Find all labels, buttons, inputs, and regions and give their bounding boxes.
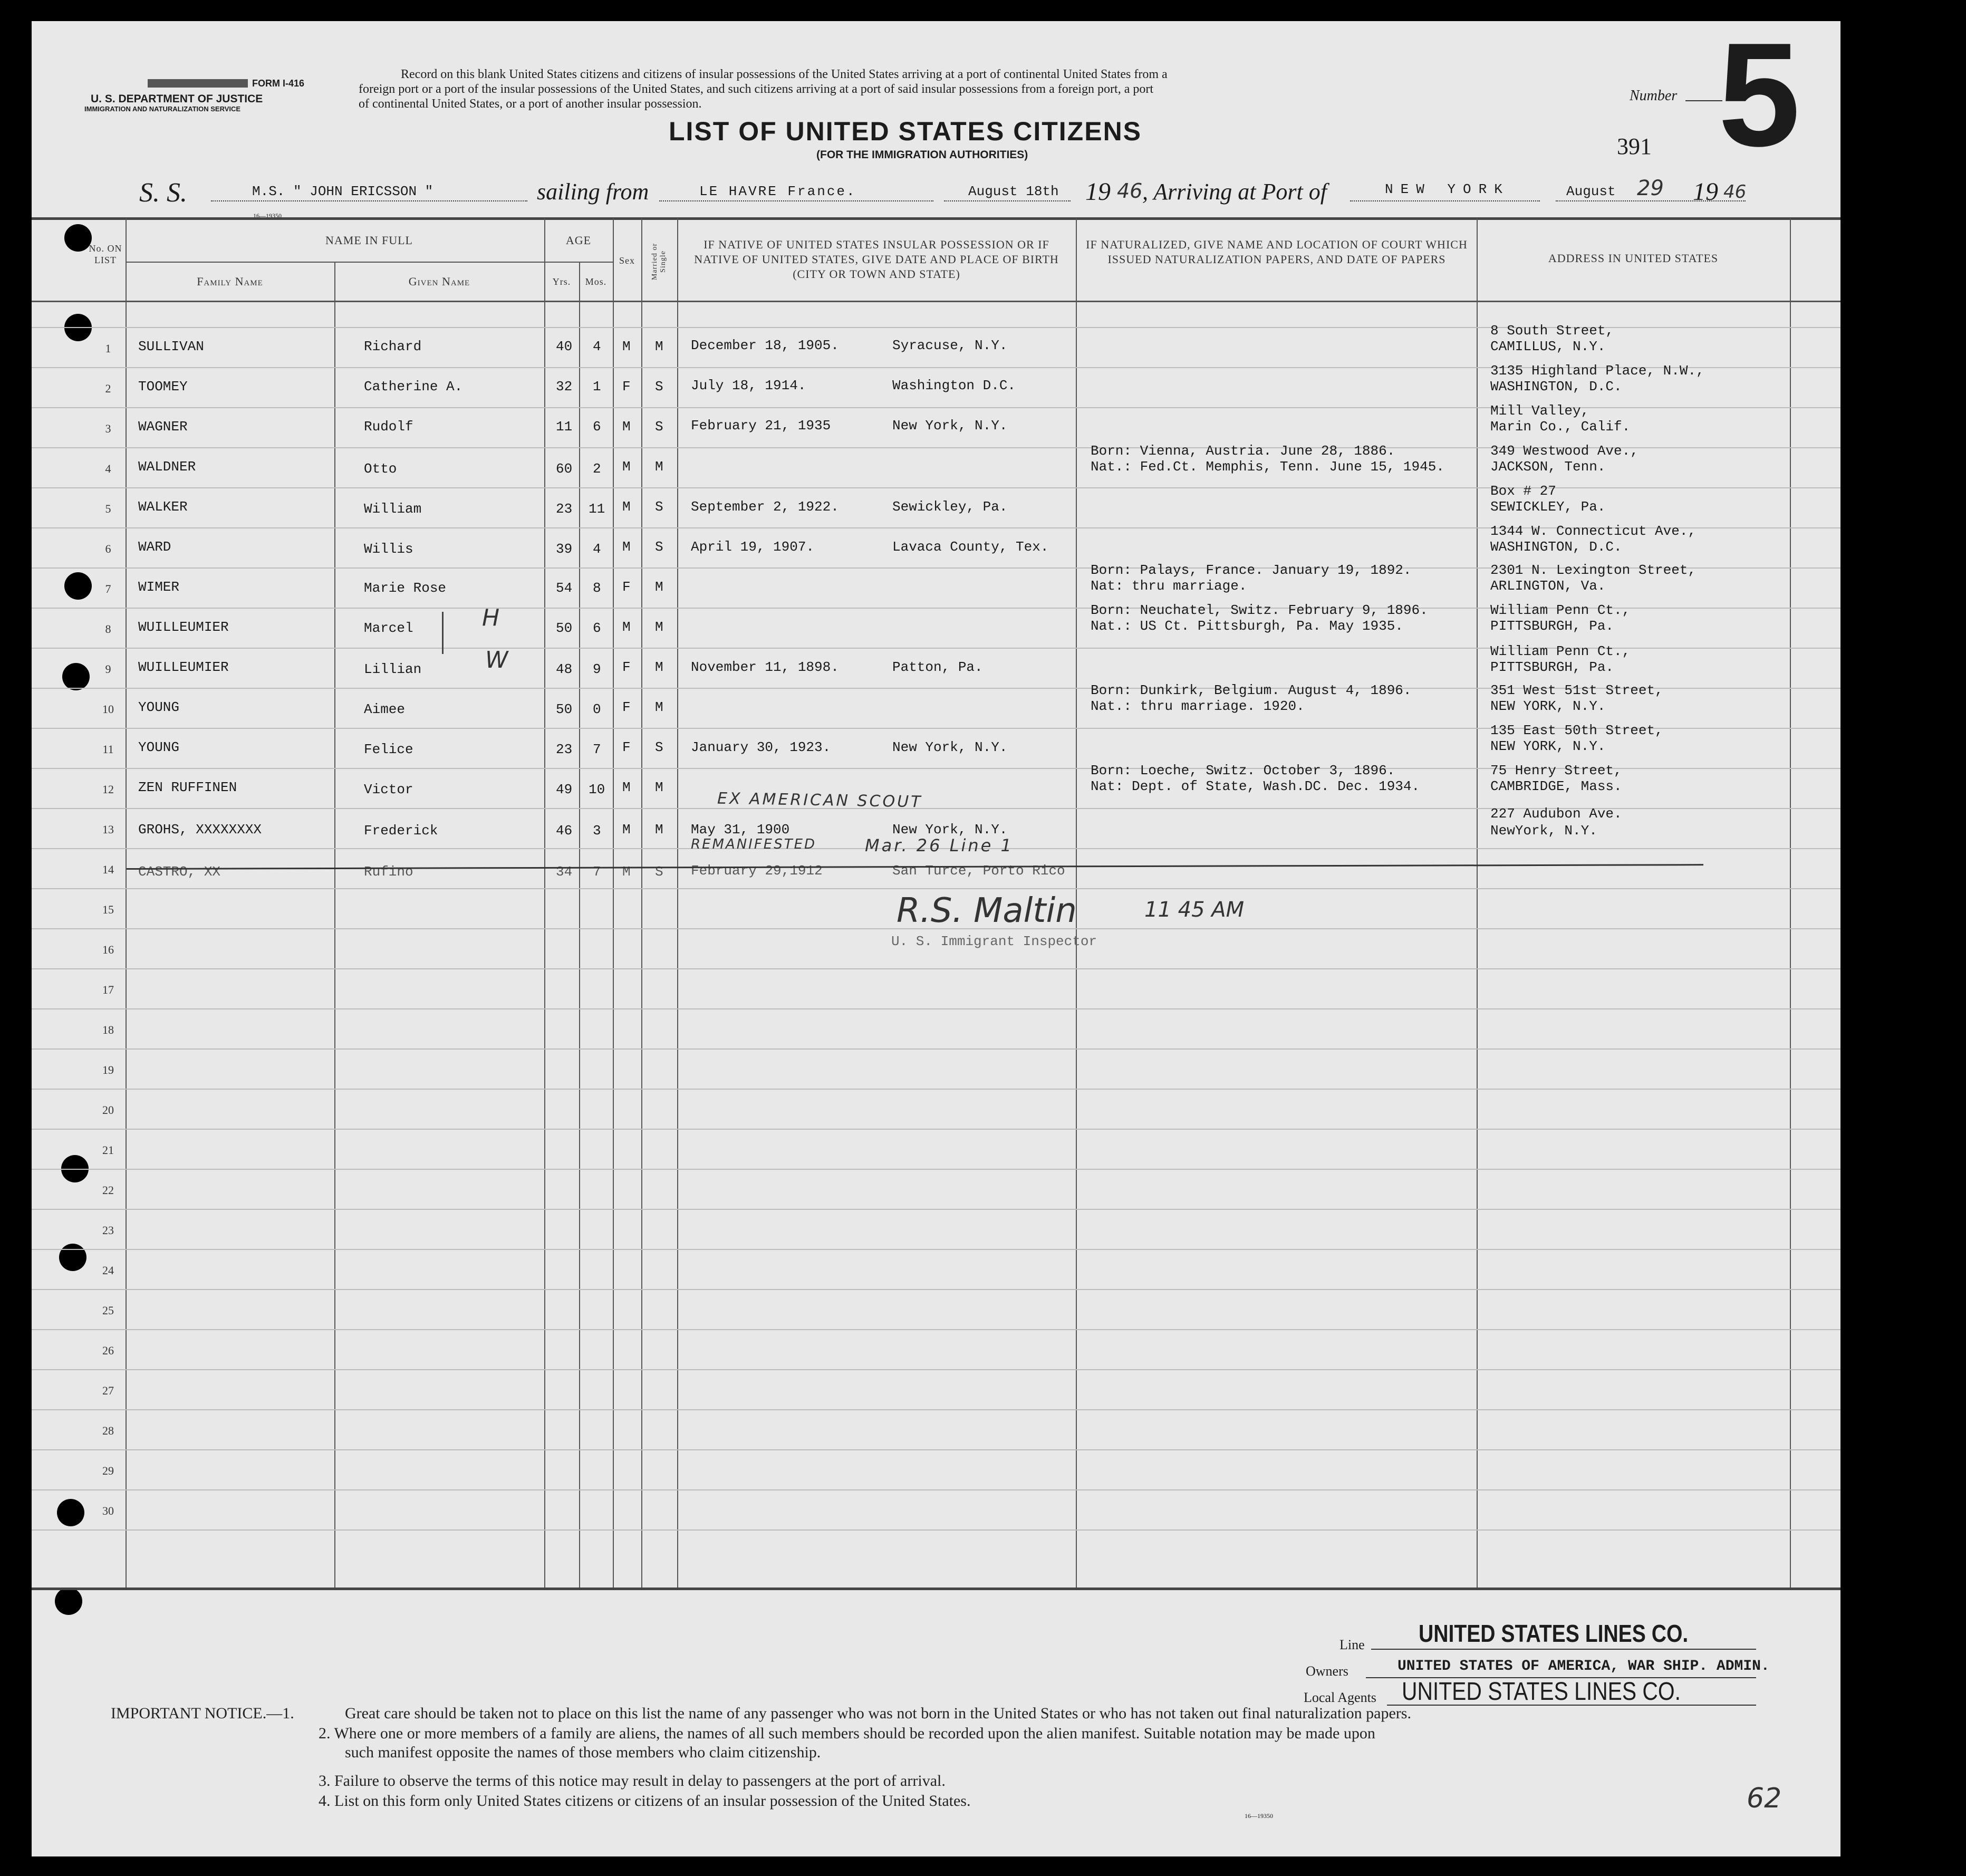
given-name: Rudolf [364, 419, 413, 435]
row-number: 7 [105, 582, 111, 595]
age-months: 7 [593, 864, 601, 880]
row-number: 15 [102, 903, 114, 916]
marital-status: M [655, 619, 663, 635]
birth-place: New York, N.Y. [892, 822, 1008, 838]
address-line-2: SEWICKLEY, Pa. [1490, 499, 1606, 515]
age-years: 40 [556, 339, 573, 354]
address-line-2: NEW YORK, N.Y. [1490, 738, 1606, 754]
header-rule [32, 301, 1840, 302]
age-years: 46 [556, 823, 573, 839]
line-underline [1371, 1649, 1756, 1650]
arrival-port: NEW YORK [1385, 181, 1510, 197]
notice-line-3: such manifest opposite the names of those members who claim citizenship. [345, 1744, 821, 1761]
col-divider [1477, 218, 1478, 1588]
naturalization-born: Born: Palays, France. January 19, 1892. [1091, 562, 1412, 578]
family-name: YOUNG [138, 739, 180, 755]
sex: F [622, 659, 631, 675]
age-months: 6 [593, 620, 601, 636]
row-number: 6 [105, 542, 111, 555]
row-number: 12 [102, 783, 114, 796]
notice-heading: IMPORTANT NOTICE.—1. [111, 1705, 294, 1722]
birth-place: Syracuse, N.Y. [892, 338, 1008, 353]
list-number: 391 [1617, 133, 1652, 159]
marital-status: M [655, 659, 663, 675]
margin-note-h: H [482, 604, 500, 631]
col-divider [613, 218, 614, 1588]
birth-date: January 30, 1923. [691, 739, 831, 755]
table-bottom-border [32, 1588, 1840, 1590]
header-given-name: Given Name [408, 275, 470, 288]
sex: M [622, 459, 631, 475]
header-family-name: Family Name [197, 275, 263, 288]
sex: F [622, 699, 631, 715]
family-name: WALKER [138, 499, 188, 515]
marital-status: S [655, 739, 663, 755]
intro-line-2: foreign port or a port of the insular possessions of the United States, and such citizens arriving at a port of said insular possessions from a foreign port, a port [359, 82, 1154, 96]
sex: M [622, 539, 631, 555]
departure-underline [659, 200, 933, 201]
family-name: GROHS, XXXXXXXX [138, 822, 262, 838]
family-name: WIMER [138, 579, 180, 595]
birth-date: April 19, 1907. [691, 539, 815, 555]
row-rule [32, 1209, 1840, 1210]
annotation-ex-american-scout: EX AMERICAN SCOUT [717, 789, 923, 812]
header-sex: Sex [619, 255, 635, 266]
address-line-1: 351 West 51st Street, [1490, 682, 1663, 698]
row-number: 17 [102, 983, 114, 996]
row-rule [32, 1089, 1840, 1090]
given-name: Richard [364, 339, 422, 354]
address-line-1: 1344 W. Connecticut Ave., [1490, 523, 1697, 539]
sex: F [622, 379, 631, 395]
redacted-bar [148, 79, 248, 88]
inspector-label: U. S. Immigrant Inspector [891, 934, 1097, 949]
ship-name: M.S. " JOHN ERICSSON " [252, 184, 433, 199]
address-line-1: 2301 N. Lexington Street, [1490, 562, 1697, 578]
inspection-time: 11 45 AM [1144, 898, 1245, 922]
age-years: 50 [556, 620, 573, 636]
address-line-2: PITTSBURGH, Pa. [1490, 659, 1614, 675]
given-name: Marcel [364, 620, 413, 636]
given-name: Rufino [364, 864, 413, 880]
row-rule [32, 1329, 1840, 1330]
header-address: ADDRESS IN UNITED STATES [1548, 252, 1719, 265]
given-name: Catherine A. [364, 379, 463, 395]
sex: M [622, 419, 631, 435]
age-months: 4 [593, 339, 601, 354]
address-line-1: 227 Audubon Ave. [1490, 806, 1622, 822]
row-rule [32, 968, 1840, 969]
age-years: 54 [556, 580, 573, 596]
given-name: Lillian [364, 661, 422, 677]
row-rule [32, 1048, 1840, 1050]
marital-status: S [655, 379, 663, 395]
age-years: 60 [556, 461, 573, 477]
row-number: 11 [102, 743, 114, 756]
naturalization-court: Nat.: thru marriage. 1920. [1091, 698, 1305, 714]
given-name: Felice [364, 742, 413, 757]
birth-place: Sewickley, Pa. [892, 499, 1008, 515]
row-number: 19 [102, 1063, 114, 1076]
row-rule [32, 1169, 1840, 1170]
row-number: 25 [102, 1304, 114, 1317]
row-number: 27 [102, 1384, 114, 1397]
row-number: 14 [102, 863, 114, 876]
address-line-2: ARLINGTON, Va. [1490, 578, 1606, 594]
address-line-2: Marin Co., Calif. [1490, 419, 1631, 435]
marital-status: M [655, 699, 663, 715]
row-number: 2 [105, 382, 111, 395]
punch-hole [57, 1499, 84, 1526]
age-years: 11 [556, 419, 573, 435]
header-no-on-list: No. ON LIST [89, 243, 122, 265]
col-divider [579, 263, 580, 1588]
row-number: 23 [102, 1224, 114, 1237]
departure-date-underline [944, 200, 1071, 201]
header-yrs: Yrs. [552, 276, 571, 287]
given-name: William [364, 501, 422, 517]
family-name: WARD [138, 539, 171, 555]
row-rule [32, 1449, 1840, 1450]
naturalization-court: Nat.: US Ct. Pittsburgh, Pa. May 1935. [1091, 618, 1403, 634]
row-number: 24 [102, 1264, 114, 1277]
form-label: FORM I-416 [252, 78, 305, 89]
header-name-in-full: NAME IN FULL [325, 234, 413, 247]
agents-underline [1387, 1705, 1756, 1706]
row-number: 21 [102, 1143, 114, 1157]
col-divider [334, 263, 335, 1588]
address-line-1: 8 South Street, [1490, 323, 1614, 339]
agents-value: UNITED STATES LINES CO. [1402, 1678, 1681, 1706]
row-rule [32, 888, 1840, 889]
intro-line-1: Record on this blank United States citizens and citizens of insular possessions of the United States arriving at a port of continental United States from a [401, 68, 1168, 81]
address-line-2: NEW YORK, N.Y. [1490, 698, 1606, 714]
arrival-underline [1556, 200, 1746, 201]
row-number: 26 [102, 1344, 114, 1357]
row-number: 28 [102, 1424, 114, 1437]
line-value: UNITED STATES LINES CO. [1419, 1620, 1689, 1647]
page-mark: 62 [1747, 1783, 1782, 1814]
row-number: 5 [105, 502, 111, 515]
arrival-port-underline [1350, 200, 1540, 201]
address-line-1: 135 East 50th Street, [1490, 723, 1663, 738]
row-number: 13 [102, 823, 114, 836]
given-name: Willis [364, 541, 413, 557]
row-rule [32, 487, 1840, 488]
row-number: 30 [102, 1504, 114, 1517]
marital-status: M [655, 780, 663, 795]
naturalization-born: Born: Loeche, Switz. October 3, 1896. [1091, 763, 1395, 778]
row-number: 16 [102, 943, 114, 956]
birth-date: February 21, 1935 [691, 418, 831, 434]
naturalization-court: Nat: Dept. of State, Wash.DC. Dec. 1934. [1091, 778, 1420, 794]
birth-place: Washington D.C. [892, 378, 1016, 393]
row-rule [32, 1489, 1840, 1490]
col-divider [677, 218, 678, 1588]
row-number: 8 [105, 622, 111, 636]
header-age: AGE [565, 234, 592, 247]
owners-label: Owners [1306, 1663, 1348, 1679]
address-line-2: CAMILLUS, N.Y. [1490, 339, 1606, 354]
sex: M [622, 499, 631, 515]
given-name: Aimee [364, 701, 406, 717]
arriving-label: , Arriving at Port of [1142, 179, 1327, 205]
row-number: 10 [102, 703, 114, 716]
family-name: WUILLEUMIER [138, 659, 229, 675]
birth-place: Lavaca County, Tex. [892, 539, 1049, 555]
birth-date: December 18, 1905. [691, 338, 839, 353]
page-subtitle: (FOR THE IMMIGRATION AUTHORITIES) [816, 149, 1028, 161]
agents-label: Local Agents [1304, 1690, 1376, 1705]
naturalization-born: Born: Vienna, Austria. June 28, 1886. [1091, 443, 1395, 459]
age-years: 48 [556, 661, 573, 677]
sex: F [622, 579, 631, 595]
notice-line-2: 2. Where one or more members of a family are aliens, the names of all such members should be recorded upon the alien manifest. Suitable notation may be made upon [319, 1725, 1375, 1742]
sex: M [622, 864, 631, 880]
address-line-1: 3135 Highland Place, N.W., [1490, 363, 1704, 379]
birth-date: May 31, 1900 [691, 822, 790, 838]
age-years: 39 [556, 541, 573, 557]
row-number: 4 [105, 462, 111, 475]
row-rule [32, 1529, 1840, 1531]
department-title: U. S. DEPARTMENT OF JUSTICE [91, 93, 263, 105]
age-years: 23 [556, 501, 573, 517]
age-months: 4 [593, 541, 601, 557]
sex: M [622, 780, 631, 795]
sheet-number: 5 [1718, 13, 1800, 177]
departure-date: August 18th [968, 184, 1059, 199]
age-years: 49 [556, 782, 573, 797]
age-years: 34 [556, 864, 573, 880]
arrival-month: August [1566, 184, 1616, 199]
birth-date: July 18, 1914. [691, 378, 806, 393]
notice-line-5: 4. List on this form only United States citizens or citizens of an insular possession of the United States. [319, 1792, 971, 1810]
row-rule [32, 1008, 1840, 1009]
age-months: 6 [593, 419, 601, 435]
birth-place: Patton, Pa. [892, 659, 983, 675]
age-months: 3 [593, 823, 601, 839]
address-line-2: NewYork, N.Y. [1490, 823, 1597, 839]
page-title: LIST OF UNITED STATES CITIZENS [669, 117, 1142, 146]
row-number: 20 [102, 1103, 114, 1117]
family-name: ZEN RUFFINEN [138, 780, 237, 795]
address-line-1: William Penn Ct., [1490, 602, 1631, 618]
marital-status: S [655, 864, 663, 880]
table-top-border [32, 217, 1840, 220]
sex: F [622, 739, 631, 755]
given-name: Frederick [364, 823, 438, 839]
arrival-year-suffix: 46 [1723, 181, 1747, 203]
age-months: 7 [593, 742, 601, 757]
arrival-year-prefix: 19 [1693, 178, 1718, 206]
birth-place: San Turce, Porto Rico [892, 863, 1065, 879]
code-small: 16—19350 [253, 212, 282, 219]
name-subheader-rule [126, 262, 613, 263]
row-rule [32, 1249, 1840, 1250]
given-name: Victor [364, 782, 413, 797]
family-name: CASTRO, XX [138, 864, 221, 880]
age-months: 11 [589, 501, 605, 517]
naturalization-court: Nat.: Fed.Ct. Memphis, Tenn. June 15, 1945. [1091, 459, 1444, 475]
annotation-remanifested: REMANIFESTED [691, 836, 817, 852]
row-rule [32, 1129, 1840, 1130]
header-birth: IF NATIVE OF UNITED STATES INSULAR POSSESSION OR IF NATIVE OF UNITED STATES, GIVE DATE AND PLACE OF BIRTH (CITY OR TOWN AND STATE) [694, 238, 1059, 281]
col-divider [641, 218, 642, 1588]
age-years: 23 [556, 742, 573, 757]
family-name: YOUNG [138, 699, 180, 715]
header-mos: Mos. [585, 276, 607, 287]
age-months: 1 [593, 379, 601, 395]
header-married-single: Married or Single [651, 243, 667, 281]
address-line-1: William Penn Ct., [1490, 643, 1631, 659]
notice-line-4: 3. Failure to observe the terms of this notice may result in delay to passengers at the port of arrival. [319, 1772, 946, 1790]
address-line-1: 75 Henry Street, [1490, 763, 1622, 778]
address-line-2: JACKSON, Tenn. [1490, 459, 1606, 475]
row-number: 1 [105, 342, 111, 355]
age-months: 0 [593, 701, 601, 717]
marital-status: S [655, 419, 663, 435]
line-label: Line [1339, 1637, 1365, 1652]
row-number: 18 [102, 1023, 114, 1036]
birth-date: February 29,1912 [691, 863, 823, 879]
address-line-2: WASHINGTON, D.C. [1490, 539, 1622, 555]
arrival-day: 29 [1637, 176, 1664, 200]
marital-status: S [655, 499, 663, 515]
age-months: 9 [593, 661, 601, 677]
ss-label: S. S. [139, 178, 187, 208]
birth-place: New York, N.Y. [892, 418, 1008, 434]
departure-year-prefix: 19 [1085, 178, 1111, 206]
sex: M [622, 619, 631, 635]
row-rule [32, 1289, 1840, 1290]
punch-hole [55, 1588, 82, 1615]
age-years: 32 [556, 379, 573, 395]
ship-underline [211, 200, 527, 201]
row-number: 29 [102, 1464, 114, 1477]
row-number: 9 [105, 662, 111, 676]
number-underline [1685, 100, 1722, 101]
marital-status: M [655, 459, 663, 475]
row-rule [32, 1369, 1840, 1370]
marital-status: M [655, 579, 663, 595]
naturalization-born: Born: Dunkirk, Belgium. August 4, 1896. [1091, 682, 1412, 698]
address-line-1: Mill Valley, [1490, 403, 1589, 419]
inspector-signature: R.S. Maltin [897, 891, 1077, 930]
age-months: 8 [593, 580, 601, 596]
naturalization-court: Nat: thru marriage. [1091, 578, 1247, 594]
family-name: WUILLEUMIER [138, 619, 229, 635]
marital-status: M [655, 339, 663, 354]
intro-line-3: of continental United States, or a port of another insular possession. [359, 97, 702, 111]
department-subtitle: IMMIGRATION AND NATURALIZATION SERVICE [84, 105, 241, 113]
notice-line-1: Great care should be taken not to place on this list the name of any passenger who was not born in the United States or who has not taken out final naturalization papers. [345, 1705, 1411, 1722]
marital-status: S [655, 539, 663, 555]
address-line-2: PITTSBURGH, Pa. [1490, 618, 1614, 634]
marital-status: M [655, 822, 663, 838]
family-name: WAGNER [138, 419, 188, 435]
row-rule [32, 1409, 1840, 1410]
family-name: WALDNER [138, 459, 196, 475]
address-line-1: Box # 27 [1490, 483, 1556, 499]
number-label: Number [1630, 88, 1678, 104]
family-name: TOOMEY [138, 379, 188, 395]
address-line-2: CAMBRIDGE, Mass. [1490, 778, 1622, 794]
row-number: 22 [102, 1184, 114, 1197]
sex: M [622, 339, 631, 354]
departure-port: LE HAVRE France. [699, 184, 856, 199]
given-name: Marie Rose [364, 580, 447, 596]
birth-place: New York, N.Y. [892, 739, 1008, 755]
col-divider [544, 218, 545, 1588]
family-name: SULLIVAN [138, 339, 204, 354]
punch-hole [59, 1244, 86, 1271]
sex: M [622, 822, 631, 838]
naturalization-born: Born: Neuchatel, Switz. February 9, 1896. [1091, 602, 1428, 618]
owners-value: UNITED STATES OF AMERICA, WAR SHIP. ADMIN. [1398, 1658, 1770, 1675]
address-line-2: WASHINGTON, D.C. [1490, 379, 1622, 395]
annotation-remanifested-hand: Mar. 26 Line 1 [865, 835, 1014, 855]
age-years: 50 [556, 701, 573, 717]
departure-year-suffix: 46 [1117, 179, 1143, 203]
age-months: 10 [589, 782, 605, 797]
row-number: 3 [105, 422, 111, 435]
birth-date: September 2, 1922. [691, 499, 839, 515]
address-line-1: 349 Westwood Ave., [1490, 443, 1639, 459]
age-months: 2 [593, 461, 601, 477]
col-divider [1790, 218, 1791, 1588]
form-code: 16—19350 [1245, 1812, 1273, 1820]
given-name: Otto [364, 461, 397, 477]
birth-date: November 11, 1898. [691, 659, 839, 675]
bracket-mark [442, 612, 444, 654]
header-naturalized: IF NATURALIZED, GIVE NAME AND LOCATION OF COURT WHICH ISSUED NATURALIZATION PAPERS, AND DATE OF PAPERS [1086, 238, 1468, 266]
margin-note-w: W [485, 647, 508, 674]
sailing-label: sailing from [537, 179, 649, 205]
